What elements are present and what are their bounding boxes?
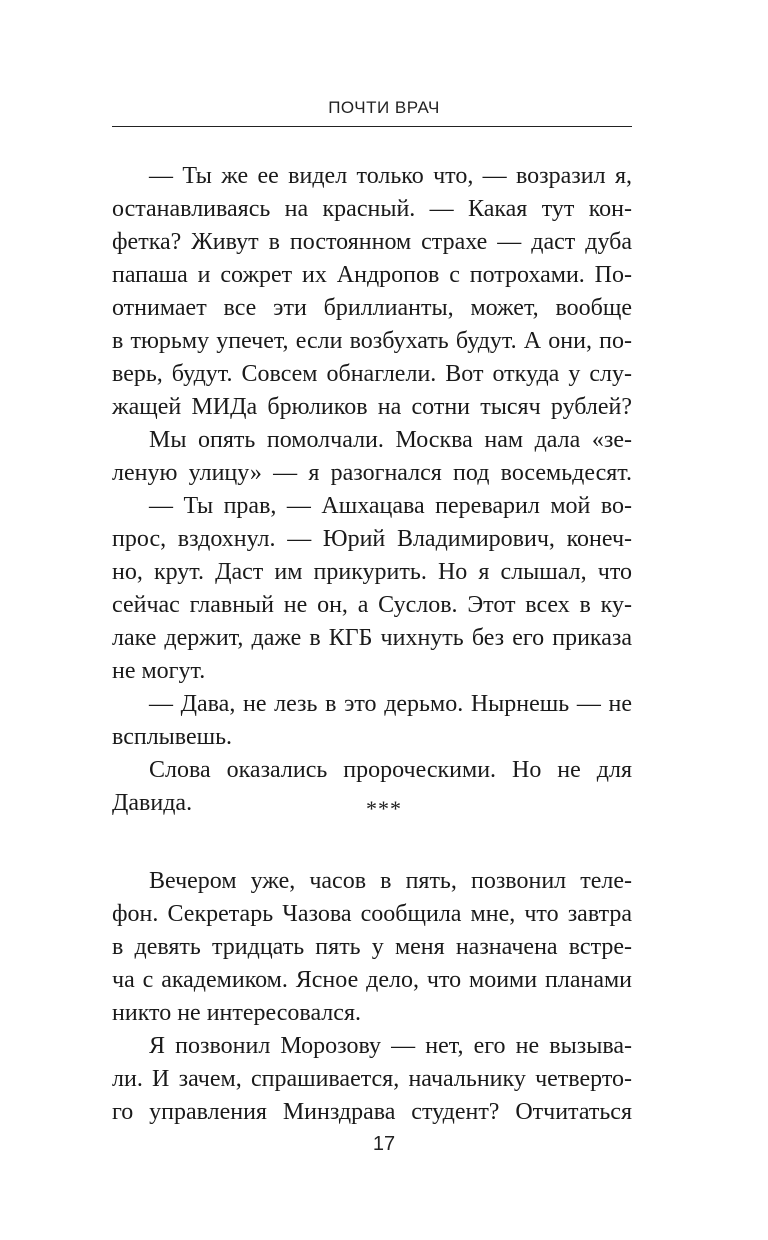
running-title: ПОЧТИ ВРАЧ — [328, 98, 440, 117]
text-line: леную улицу» — я разогнался под восемьдесят. — [112, 460, 632, 486]
text-line: лаке держит, даже в КГБ чихнуть без его приказа — [112, 625, 632, 651]
text-line: в девять тридцать пять у меня назначена встре- — [112, 934, 632, 960]
text-line: в тюрьму упечет, если возбухать будут. А они, по- — [112, 328, 632, 354]
text-line: — Дава, не лезь в это дерьмо. Нырнешь — не — [149, 691, 632, 717]
header-rule — [112, 126, 632, 127]
text-block-1 — [112, 160, 632, 820]
text-line: Вечером уже, часов в пять, позвонил теле- — [149, 868, 632, 894]
text-line: фетка? Живут в постоянном страхе — даст дуба — [112, 229, 632, 255]
text-line: жащей МИДа брюликов на сотни тысяч рублей? — [112, 394, 632, 420]
text-line: но, крут. Даст им прикурить. Но я слышал, что — [112, 559, 632, 585]
text-line: — Ты прав, — Ашхацава переварил мой во- — [149, 493, 632, 519]
text-block-2 — [112, 865, 632, 1129]
text-line: отнимает все эти бриллианты, может, вообще — [112, 295, 632, 321]
text-line: не могут. — [112, 658, 206, 684]
text-line: никто не интересовался. — [112, 1000, 361, 1026]
text-line: фон. Секретарь Чазова сообщила мне, что завтра — [112, 901, 632, 927]
text-line: Давида. — [112, 790, 193, 816]
text-line: ли. И зачем, спрашивается, начальнику четверто- — [112, 1066, 632, 1092]
text-line: Мы опять помолчали. Москва нам дала «зе- — [149, 427, 632, 453]
text-line: го управления Минздрава студент? Отчитаться — [112, 1099, 632, 1125]
section-separator: *** — [366, 796, 402, 821]
text-line: Слова оказались пророческими. Но не для — [149, 757, 632, 783]
text-line: останавливаясь на красный. — Какая тут кон- — [112, 196, 632, 222]
text-line: ча с академиком. Ясное дело, что моими планами — [112, 967, 632, 993]
page-number: 17 — [372, 1133, 396, 1155]
text-line: Я позвонил Морозову — нет, его не вызыва- — [149, 1033, 632, 1059]
text-line: — Ты же ее видел только что, — возразил я, — [149, 163, 632, 189]
text-line: папаша и сожрет их Андропов с потрохами. По- — [112, 262, 632, 288]
text-line: прос, вздохнул. — Юрий Владимирович, конеч- — [112, 526, 632, 552]
text-line: всплывешь. — [112, 724, 233, 750]
text-line: сейчас главный не он, а Суслов. Этот всех в ку- — [112, 592, 632, 618]
text-line: верь, будут. Совсем обнаглели. Вот откуда у слу- — [112, 361, 632, 387]
